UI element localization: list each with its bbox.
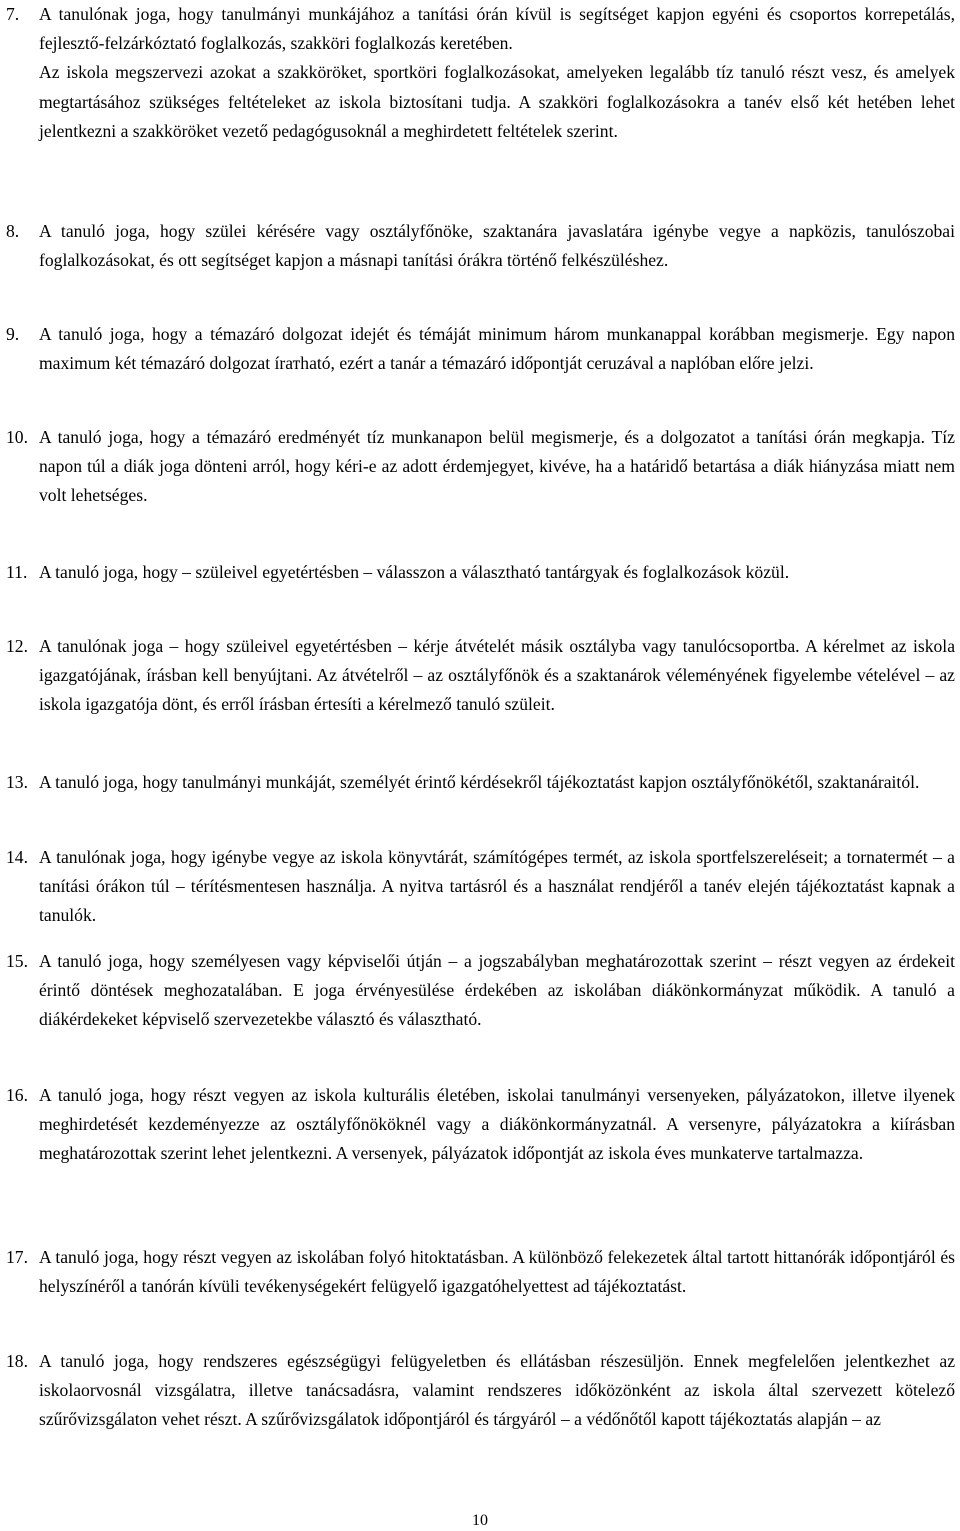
paragraph: A tanuló joga, hogy tanulmányi munkáját, személyét érintő kérdésekről tájékoztatást kapjon osztályfőnökétől, szaktanáraitól. [39,772,920,792]
paragraph: Az iskola megszervezi azokat a szakköröket, sportköri foglalkozásokat, amelyeken legalább tíz tanuló részt vesz, és amelyek megtartásához szükséges feltételeket az iskola biztosítani tudja. A szakköri foglalkozásokra a tanév első két hetében lehet jelentkezni a szakköröket vezető pedagógusoknál a meghirdetett feltételek szerint. [39,62,955,141]
paragraph: A tanuló joga, hogy a témazáró eredményét tíz munkanapon belül megismerje, és a dolgozatot a tanítási órán megkapja. Tíz napon túl a diák joga dönteni arról, hogy kéri-e az adott érdemjegyet, kivéve, ha a határidő betartása a diák hiányzása miatt nem volt lehetséges. [39,427,955,506]
list-item-18 [0,1347,960,1435]
paragraph: A tanuló joga, hogy rendszeres egészségügyi felügyeletben és ellátásban részesüljön. Ennek megfelelően jelentkezhet az iskolaorvosnál vizsgálatra, illetve tanácsadásra, valamint rendszeres időközönként az iskola által szervezett kötelező szűrővizsgálaton vehet részt. A szűrővizsgálatok időpontjáról és tárgyáról – a védőnőtől kapott tájékoztatás alapján – az [39,1351,955,1430]
item-number: 18. [6,1351,28,1371]
list-item-9 [0,320,960,378]
paragraph: A tanuló joga, hogy személyesen vagy képviselői útján – a jogszabályban meghatározottak szerint – részt vegyen az érdekeit érintő döntések meghozatalában. E joga érvényesülése érdekében az iskolában diákönkormányzat működik. A tanuló a diákérdekeket képviselő szervezetekbe választó és választható. [39,951,955,1030]
list-item-8 [0,217,960,275]
paragraph: A tanuló joga, hogy a témazáró dolgozat idejét és témáját minimum három munkanappal korábban megismerje. Egy napon maximum két témazáró dolgozat írатható, ezért a tanár a témazáró időpontját ceruzával a naplóban előre jelzi. [39,324,955,374]
list-item-10 [0,423,960,511]
item-number: 11. [6,562,28,582]
item-number: 13. [6,772,28,792]
paragraph: A tanuló joga, hogy részt vegyen az iskola kulturális életében, iskolai tanulmányi versenyeken, pályázatokon, illetve ilyenek meghirdetését kezdeményezze az osztályfőnököknél vagy a diákönkormányzatnál. A versenyre, pályázatokra a kiírásban meghatározottak szerint lehet jelentkezni. A versenyek, pályázatok időpontját az iskola éves munkaterve tartalmazza. [39,1085,955,1164]
item-number: 10. [6,427,28,447]
list-item-15 [0,947,960,1035]
list-item-12 [0,632,960,720]
paragraph: A tanulónak joga, hogy tanulmányi munkájához a tanítási órán kívül is segítséget kapjon egyéni és csoportos korrepetálás, fejlesztő-felzárkóztató foglalkozás, szakköri foglalkozás keretében. [39,4,955,54]
item-number: 15. [6,951,28,971]
list-item-11 [0,558,960,587]
item-number: 12. [6,636,28,656]
paragraph: A tanuló joga, hogy részt vegyen az iskolában folyó hitoktatásban. A különböző felekezetek által tartott hittanórák időpontjáról és helyszínéről a tanórán kívüli tevékenységekért felügyelő igazgatóhelyettest ad tájékoztatást. [39,1247,955,1297]
item-number: 9. [6,324,20,344]
item-number: 7. [6,4,20,24]
list-item-17 [0,1243,960,1301]
page-number: 10 [472,1512,488,1529]
item-number: 14. [6,847,28,867]
paragraph: A tanulónak joga, hogy igénybe vegye az iskola könyvtárát, számítógépes termét, az iskola sportfelszereléseit; a tornatermét – a tanítási órákon túl – térítésmentesen használja. A nyitva tartásról és a használat rendjéről a tanév elején tájékoztatást kapnak a tanulók. [39,847,955,926]
list-item-13 [0,768,960,797]
list-item-7 [0,0,960,146]
item-number: 8. [6,221,20,241]
list-item-14 [0,843,960,931]
item-number: 16. [6,1085,28,1105]
item-number: 17. [6,1247,28,1267]
list-item-16 [0,1081,960,1169]
paragraph: A tanuló joga, hogy – szüleivel egyetértésben – válasszon a választható tantárgyak és foglalkozások közül. [39,562,790,582]
paragraph: A tanuló joga, hogy szülei kérésére vagy osztályfőnöke, szaktanára javaslatára igénybe vegye a napközis, tanulószobai foglalkozásokat, és ott segítséget kapjon a másnapi tanítási órákra történő felkészüléshez. [39,221,955,271]
paragraph: A tanulónak joga – hogy szüleivel egyetértésben – kérje átvételét másik osztályba vagy tanulócsoportba. A kérelmet az iskola igazgatójának, írásban kell benyújtani. Az átvételről – az osztályfőnök és a szaktanárok véleményének figyelembe vételével – az iskola igazgatója dönt, és erről írásban értesíti a kérelmező tanuló szüleit. [39,636,955,715]
